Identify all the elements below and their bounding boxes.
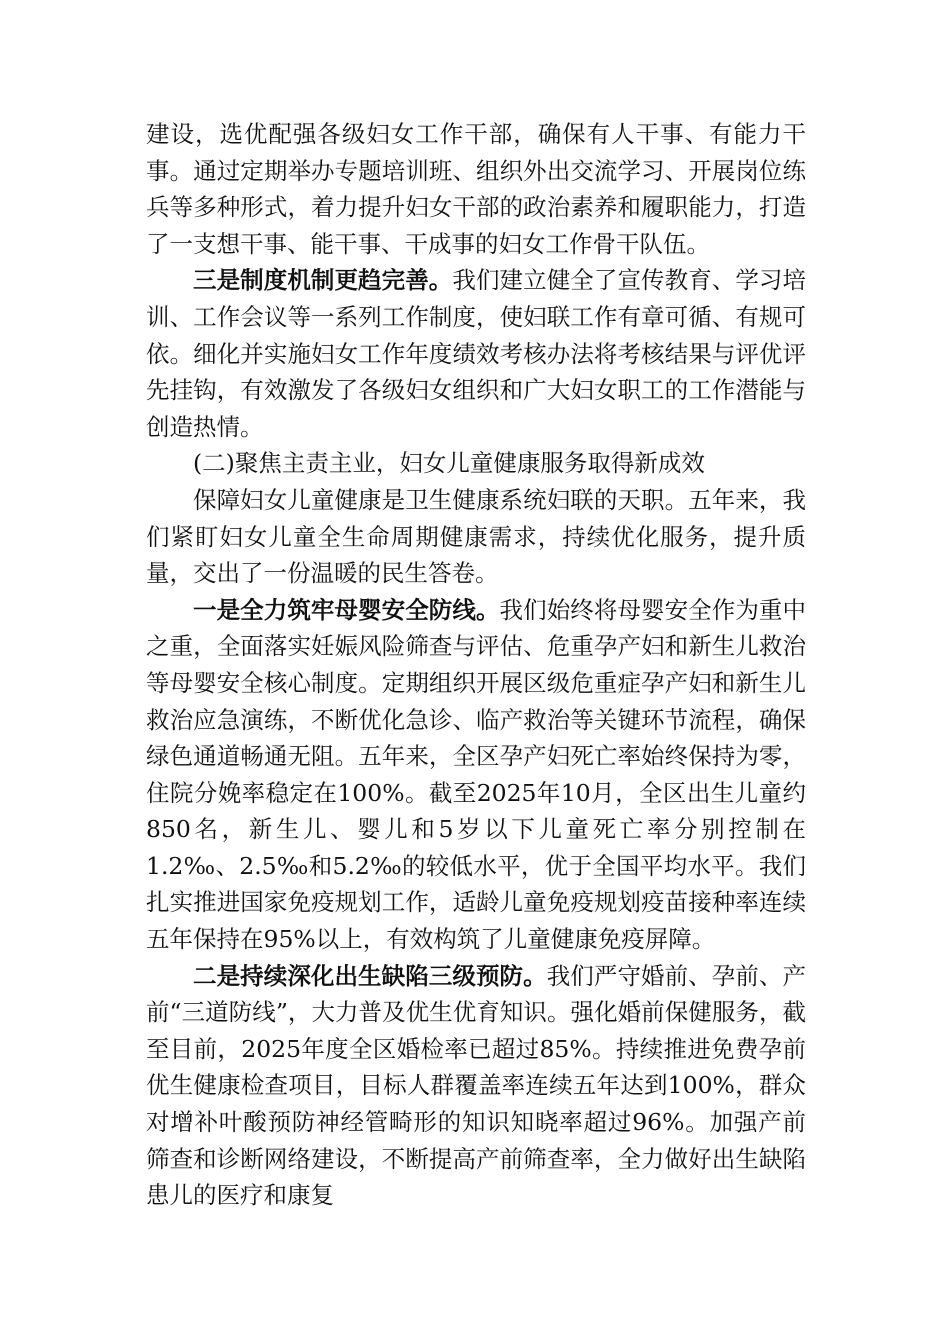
paragraph-text: 我们严守婚前、孕前、产前“三道防线”，大力普及优生优育知识。强化婚前保健服务，截至目前，2025年度全区婚检率已超过85%。持续推进免费孕前优生健康检查项目，目标人群覆盖率连续五年达到100%，群众对增补叶酸预防神经管畸形的知识知晓率超过96%。加强产前筛查和诊断网络建设，不断提高产前筛查率，全力做好出生缺陷患儿的医疗和康复 bbox=[146, 961, 807, 1210]
paragraph-institutional-mechanisms bbox=[146, 262, 806, 445]
paragraph-birth-defect-prevention bbox=[146, 958, 806, 1214]
paragraph-health-intro: 保障妇女儿童健康是卫生健康系统妇联的天职。五年来，我们紧盯妇女儿童全生命周期健康需求，持续优化服务，提升质量，交出了一份温暖的民生答卷。 bbox=[146, 485, 806, 588]
paragraph-text: 我们始终将母婴安全作为重中之重，全面落实妊娠风险筛查与评估、危重孕产妇和新生儿救治等母婴安全核心制度。定期组织开展区级危重症孕产妇和新生儿救治应急演练，不断优化急诊、临产救治等关键环节流程，确保绿色通道畅通无阻。五年来，全区孕产妇死亡率始终保持为零，住院分娩率稳定在100%。截至2025年10月，全区出生儿童约850名，新生儿、婴儿和5岁以下儿童死亡率分别控制在1.2‰、2.5‰和5.2‰的较低水平，优于全国平均水平。我们扎实推进国家免疫规划工作，适龄儿童免疫规划疫苗接种率连续五年保持在95%以上，有效构筑了儿童健康免疫屏障。 bbox=[146, 595, 807, 954]
paragraph-maternal-safety bbox=[146, 592, 806, 958]
paragraph-lead-bold: 二是持续深化出生缺陷三级预防。 bbox=[193, 961, 547, 990]
paragraph-lead-bold: 一是全力筑牢母婴安全防线。 bbox=[193, 595, 500, 624]
paragraph-text: 我们建立健全了宣传教育、学习培训、工作会议等一系列工作制度，使妇联工作有章可循、有规可依。细化并实施妇女工作年度绩效考核办法将考核结果与评优评先挂钩，有效激发了各级妇女组织和广大妇女职工的工作潜能与创造热情。 bbox=[146, 266, 807, 441]
paragraph-lead-bold: 三是制度机制更趋完善。 bbox=[193, 266, 453, 295]
document-body bbox=[146, 116, 806, 1214]
section-heading-2: (二)聚焦主责主业，妇女儿童健康服务取得新成效 bbox=[193, 449, 705, 478]
paragraph-continuation: 建设，选优配强各级妇女工作干部，确保有人干事、有能力干事。通过定期举办专题培训班、组织外出交流学习、开展岗位练兵等多种形式，着力提升妇女干部的政治素养和履职能力，打造了一支想干事、能干事、干成事的妇女工作骨干队伍。 bbox=[146, 120, 806, 258]
